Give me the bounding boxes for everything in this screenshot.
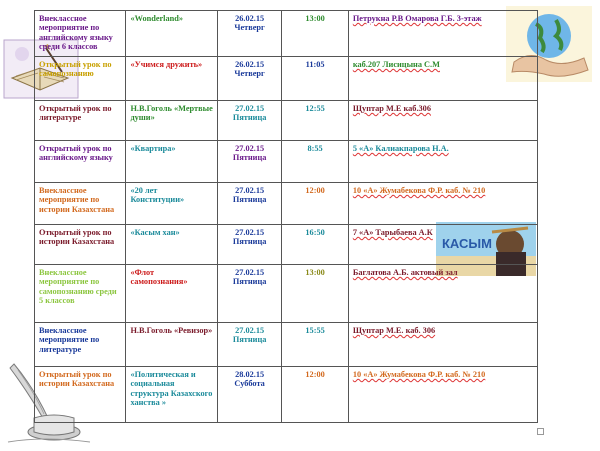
title-cell xyxy=(126,141,217,183)
time-cell xyxy=(282,11,349,57)
event-title: Н.В.Гоголь «Ревизор» xyxy=(130,326,213,335)
event-day: Четверг xyxy=(234,23,265,33)
date-cell xyxy=(217,11,281,57)
time-cell xyxy=(282,265,349,323)
event-title: «Касым хан» xyxy=(130,228,180,237)
time-cell xyxy=(282,141,349,183)
event-place: Петрукна Р.В Омарова Г.Б. 3-этаж xyxy=(352,14,482,23)
date-cell xyxy=(217,265,281,323)
event-name: Внеклассное мероприятие по самопознанию среди 5 классов xyxy=(39,268,117,305)
event-day: Пятница xyxy=(232,195,267,205)
event-title: Н.В.Гоголь «Мертвые души» xyxy=(130,104,213,123)
event-time: 11:05 xyxy=(305,60,325,69)
date-cell xyxy=(217,323,281,367)
event-date: 26.02.15 xyxy=(235,60,265,69)
event-date: 28.02.15 xyxy=(235,370,265,379)
place-cell xyxy=(348,57,537,101)
kasym-banner-text: КАСЫМ xyxy=(442,236,492,251)
date-cell xyxy=(217,101,281,141)
event-cell xyxy=(35,57,126,101)
event-date: 27.02.15 xyxy=(235,144,265,153)
event-title: «Wonderland» xyxy=(130,14,184,23)
place-cell xyxy=(348,11,537,57)
date-cell xyxy=(217,225,281,265)
event-day: Пятница xyxy=(232,277,267,287)
event-title: «Квартира» xyxy=(130,144,176,153)
event-time: 16:50 xyxy=(305,228,325,237)
event-date: 27.02.15 xyxy=(235,268,265,277)
table-row xyxy=(35,57,538,101)
time-cell xyxy=(282,183,349,225)
event-time: 13:00 xyxy=(305,268,325,277)
event-date: 27.02.15 xyxy=(235,228,265,237)
event-place: каб.207 Лисицына С.М xyxy=(352,60,440,69)
event-time: 12:00 xyxy=(305,370,325,379)
event-cell xyxy=(35,141,126,183)
event-title: «20 лет Конституции» xyxy=(130,186,185,205)
date-cell xyxy=(217,367,281,423)
event-date: 27.02.15 xyxy=(235,326,265,335)
event-date: 27.02.15 xyxy=(235,104,265,113)
event-cell xyxy=(35,101,126,141)
event-day: Пятница xyxy=(232,113,267,123)
table-row xyxy=(35,323,538,367)
event-title: «Учимся дружить» xyxy=(130,60,203,69)
event-title: «Флот самопознания» xyxy=(130,268,188,287)
place-cell xyxy=(348,183,537,225)
title-cell xyxy=(126,57,217,101)
event-place: Щуптар М.Е. каб. 306 xyxy=(352,326,436,335)
title-cell xyxy=(126,323,217,367)
event-cell xyxy=(35,265,126,323)
event-day: Пятница xyxy=(232,237,267,247)
place-cell xyxy=(348,101,537,141)
event-day: Четверг xyxy=(234,69,265,79)
event-cell xyxy=(35,225,126,265)
event-place: Щуптар М.Е каб.306 xyxy=(352,104,431,113)
event-cell xyxy=(35,367,126,423)
time-cell xyxy=(282,225,349,265)
table-row xyxy=(35,265,538,323)
place-cell xyxy=(348,225,537,265)
place-cell xyxy=(348,323,537,367)
event-name: Открытый урок по истории Казахстана xyxy=(39,370,115,389)
event-name: Внеклассное мероприятие по литературе xyxy=(39,326,100,354)
event-cell xyxy=(35,11,126,57)
table-row xyxy=(35,141,538,183)
event-time: 15:55 xyxy=(305,326,325,335)
title-cell xyxy=(126,101,217,141)
table-row xyxy=(35,225,538,265)
table-row xyxy=(35,101,538,141)
event-name: Открытый урок по литературе xyxy=(39,104,112,123)
event-cell xyxy=(35,323,126,367)
place-cell xyxy=(348,141,537,183)
event-place: 5 «А» Калиакпарова Н.А. xyxy=(352,144,449,153)
title-cell xyxy=(126,183,217,225)
table-row xyxy=(35,367,538,423)
event-time: 12:55 xyxy=(305,104,325,113)
title-cell xyxy=(126,225,217,265)
event-title: «Политическая и социальная структура Казахского ханства » xyxy=(130,370,213,407)
time-cell xyxy=(282,57,349,101)
title-cell xyxy=(126,265,217,323)
time-cell xyxy=(282,101,349,141)
place-cell xyxy=(348,367,537,423)
event-time: 8:55 xyxy=(307,144,323,153)
event-name: Открытый урок по самопознанию xyxy=(39,60,112,79)
place-cell xyxy=(348,265,537,323)
event-name: Открытый урок по английскому языку xyxy=(39,144,113,163)
event-day: Пятница xyxy=(232,335,267,345)
title-cell xyxy=(126,367,217,423)
event-day: Суббота xyxy=(234,379,265,389)
date-cell xyxy=(217,141,281,183)
time-cell xyxy=(282,323,349,367)
event-name: Внеклассное мероприятие по английскому языку среди 6 классов xyxy=(39,14,113,51)
resize-handle xyxy=(537,428,544,435)
event-time: 12:00 xyxy=(305,186,325,195)
event-place: 10 «А» Жумабекова Ф.Р. каб. № 210 xyxy=(352,370,486,379)
event-date: 27.02.15 xyxy=(235,186,265,195)
event-place: 10 «А» Жумабекова Ф.Р. каб. № 210 xyxy=(352,186,486,195)
event-name: Открытый урок по истории Казахстана xyxy=(39,228,115,247)
event-date: 26.02.15 xyxy=(235,14,265,23)
events-schedule-table xyxy=(34,10,538,423)
event-place: 7 «А» Тарыбаева А.К xyxy=(352,228,433,237)
date-cell xyxy=(217,183,281,225)
date-cell xyxy=(217,57,281,101)
event-place: Баглатова А.Б. актовый зал xyxy=(352,268,458,277)
table-row xyxy=(35,183,538,225)
event-name: Внеклассное мероприятие по истории Казахстана xyxy=(39,186,115,214)
table-row xyxy=(35,11,538,57)
event-time: 13:00 xyxy=(305,14,325,23)
event-cell xyxy=(35,183,126,225)
event-day: Пятница xyxy=(232,153,267,163)
time-cell xyxy=(282,367,349,423)
title-cell xyxy=(126,11,217,57)
